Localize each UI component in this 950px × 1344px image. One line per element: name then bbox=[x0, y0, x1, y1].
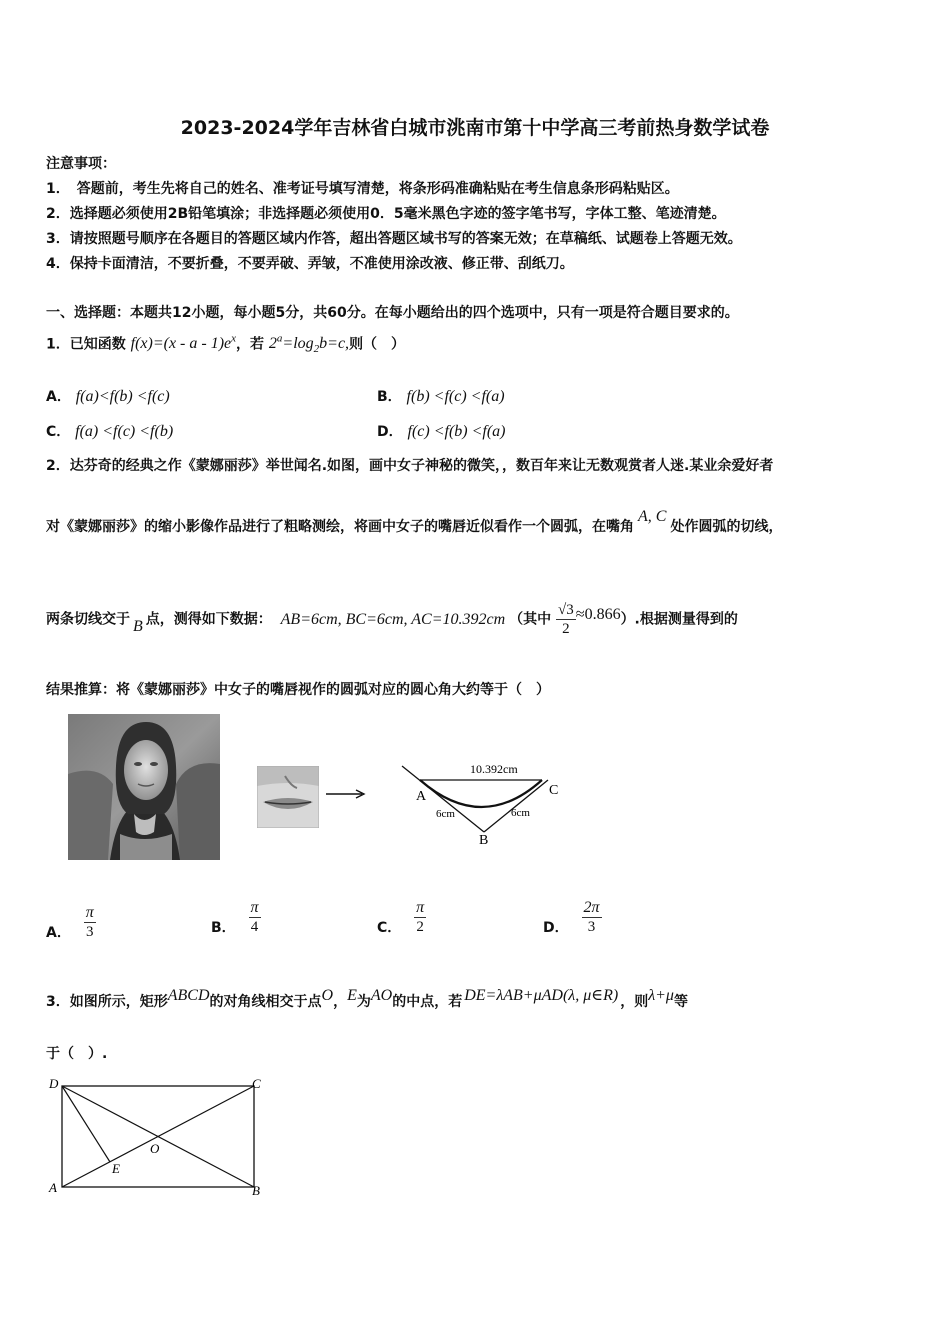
rectangle-abcd-figure bbox=[46, 1073, 268, 1199]
q1-function: $f(x)=(x - a - 1)e^x$ bbox=[130, 333, 237, 353]
q1-option-d: D． f(c) <f(b) <f(a) bbox=[377, 423, 506, 440]
fig-point-c: C bbox=[252, 1076, 261, 1091]
q2-line-2: 对《蒙娜丽莎》的缩小影像作品进行了粗略测绘，将画中女子的嘴唇近似看作一个圆弧，在嘴角A, C处作圆弧的切线， bbox=[46, 508, 783, 535]
fig-point-a: A bbox=[416, 789, 427, 804]
notice-item-3: 3．请按照题号顺序在各题目的答题区域内作答，超出答题区域书写的答案无效；在草稿纸、试题卷上答题无效。 bbox=[46, 231, 742, 247]
lips-closeup-image bbox=[257, 766, 319, 828]
fig-point-c: C bbox=[549, 783, 559, 798]
notice-heading: 注意事项： bbox=[46, 156, 116, 172]
q1-condition: $2^a=\log_2b=c$, bbox=[268, 333, 350, 356]
fig-point-o: O bbox=[150, 1141, 160, 1156]
q3-line-2: 于（ ）. bbox=[46, 1046, 108, 1062]
mona-lisa-image bbox=[68, 714, 220, 860]
notice-item-1: 1． 答题前，考生先将自己的姓名、准考证号填写清楚，将条形码准确粘贴在考生信息条形码粘贴区。 bbox=[46, 181, 679, 197]
page-title: 2023-2024学年吉林省白城市洮南市第十中学高三考前热身数学试卷 bbox=[180, 117, 770, 139]
q2-option-c: C． $\frac{\pi}{2}$ bbox=[377, 899, 425, 936]
right-arrow-icon bbox=[324, 787, 368, 801]
fig-bc-label: 6cm bbox=[511, 807, 530, 819]
lip-arc-tangent-figure bbox=[396, 752, 576, 850]
section-heading: 一、选择题：本题共12小题，每小题5分，共60分。在每小题给出的四个选项中，只有一项是符合题目要求的。 bbox=[46, 305, 739, 321]
notice-item-2: 2．选择题必须使用2B铅笔填涂；非选择题必须使用0．5毫米黑色字迹的签字笔书写，字体工整、笔迹清楚。 bbox=[46, 206, 726, 222]
q2-option-d: D． $\frac{2\pi}{3}$ bbox=[543, 899, 600, 936]
q2-option-a: A． $\frac{\pi}{3}$ bbox=[46, 904, 94, 941]
notice-item-4: 4．保持卡面清洁，不要折叠，不要弄破、弄皱，不准使用涂改液、修正带、刮纸刀。 bbox=[46, 256, 574, 272]
fig-point-d: D bbox=[49, 1076, 59, 1091]
q2-line-3: 两条切线交于 B 点，测得如下数据： AB=6cm, BC=6cm, AC=10.392cm （其中 $\frac{√3}{2}$ ≈0.866）.根据测量得到的 bbox=[46, 602, 738, 637]
q1-option-a: A． f(a)<f(b) <f(c) bbox=[46, 388, 170, 405]
q1-option-c: C． f(a) <f(c) <f(b) bbox=[46, 423, 174, 440]
fig-ab-label: 6cm bbox=[436, 808, 455, 820]
fig-point-e: E bbox=[112, 1161, 120, 1176]
fig-point-a: A bbox=[49, 1180, 57, 1195]
q1-mid: ，若 bbox=[236, 336, 265, 353]
fig-point-b: B bbox=[252, 1183, 260, 1198]
q3-line-1: 3．如图所示，矩形ABCD的对角线相交于点O，E为AO的中点，若 DE=λAB+μAD(λ, μ∈R) ，则λ+μ等 bbox=[46, 987, 688, 1010]
q2-line-1: 2．达芬奇的经典之作《蒙娜丽莎》举世闻名.如图，画中女子神秘的微笑，，数百年来让无数观赏者人迷.某业余爱好者 bbox=[46, 458, 774, 474]
sqrt3-over-2: $\frac{√3}{2}$ bbox=[558, 602, 574, 637]
q2-line-4: 结果推算：将《蒙娜丽莎》中女子的嘴唇视作的圆弧对应的圆心角大约等于（ ） bbox=[46, 682, 550, 698]
fig-ac-label: 10.392cm bbox=[470, 762, 518, 776]
question-1 bbox=[46, 333, 405, 356]
q1-prefix: 1．已知函数 bbox=[46, 336, 126, 353]
q1-option-b: B． f(b) <f(c) <f(a) bbox=[377, 388, 505, 405]
fig-point-b: B bbox=[479, 833, 489, 848]
q1-suffix: 则（ ） bbox=[349, 336, 406, 353]
q2-option-b: B． $\frac{\pi}{4}$ bbox=[211, 899, 259, 936]
